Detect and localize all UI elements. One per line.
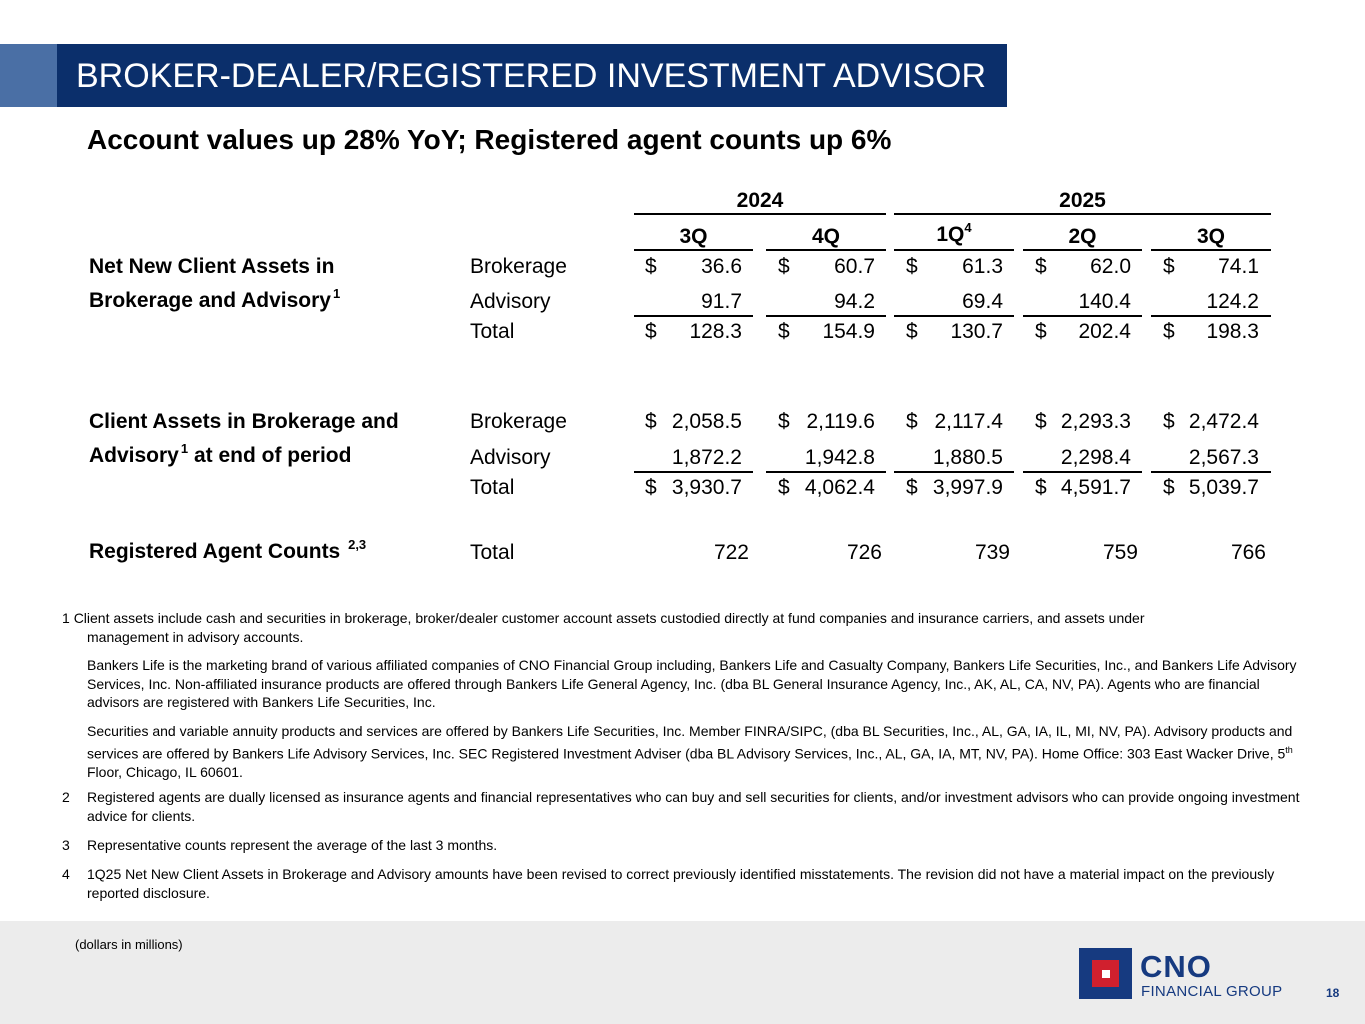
footnote-4: 4 1Q25 Net New Client Assets in Brokerage and Advisory amounts have been revised to correct previously identified misstatements. The revision did not have a material impact on the previously reported disclosure. xyxy=(62,866,1275,901)
table-cell: 2,298.4 xyxy=(1060,446,1131,469)
footnote-mark: 1 xyxy=(332,286,341,301)
quarter-underline xyxy=(1151,249,1271,251)
title-accent-block xyxy=(0,44,57,107)
year-underline-2025 xyxy=(894,213,1271,215)
footer xyxy=(0,921,1365,1024)
table-cell: $ 74.1 xyxy=(1163,255,1259,278)
table-cell: 124.2 xyxy=(1206,290,1259,313)
table-cell: $ 202.4 xyxy=(1035,320,1131,343)
subtotal-underline xyxy=(894,471,1014,473)
logo-subtext: FINANCIAL GROUP xyxy=(1141,983,1283,1000)
footnote-mark: 1 xyxy=(180,441,189,456)
units-note: (dollars in millions) xyxy=(75,937,183,952)
table-cell: $ 2,117.4 xyxy=(906,410,1003,433)
title-bar xyxy=(57,44,1007,107)
table-cell: $ 128.3 xyxy=(645,320,742,343)
subtotal-underline xyxy=(634,471,753,473)
quarter-underline xyxy=(894,249,1014,251)
table-cell: 766 xyxy=(1230,541,1266,564)
section-label-client-assets: Client Assets in Brokerage and xyxy=(89,410,399,433)
quarter-underline xyxy=(1023,249,1142,251)
subtotal-underline xyxy=(1151,471,1271,473)
table-cell: $ 3,930.7 xyxy=(645,476,742,499)
subtotal-underline xyxy=(766,315,886,317)
table-cell: $ 62.0 xyxy=(1035,255,1131,278)
section-label-net-new-line2: Brokerage and Advisory $^1$ xyxy=(89,286,341,312)
table-cell: 1,942.8 xyxy=(804,446,875,469)
footnote-1: 1 Client assets include cash and securities in brokerage, broker/dealer customer account assets custodied directly at fund companies and insurance carriers, and assets under management in advisory accounts. xyxy=(62,610,1145,645)
table-cell: $ 2,119.6 xyxy=(778,410,875,433)
page-number: 18 xyxy=(1326,986,1340,1000)
footnote-mark: 2,3 xyxy=(348,537,367,552)
table-cell: $ 61.3 xyxy=(906,255,1003,278)
row-label: Advisory xyxy=(470,446,551,469)
table-cell: $ 2,293.3 xyxy=(1035,410,1131,433)
table-cell: 1,880.5 xyxy=(932,446,1003,469)
footnote-bankers-life: Bankers Life is the marketing brand of various affiliated companies of CNO Financial Group including, Bankers Life and Casualty Company, Bankers Life Securities, Inc., and Bankers Life Advisory Services, Inc. Non-affiliated insurance products are offered through Bankers Life General Agency, Inc. (dba BL General Insurance Agency, Inc., AK, AL, CA, NV, PA). Agents who are financial advisors are registered with Bankers Life Securities, Inc. xyxy=(87,657,1297,710)
row-label: Total xyxy=(470,320,515,343)
page-title: BROKER-DEALER/REGISTERED INVESTMENT ADVISOR xyxy=(76,57,986,95)
quarter-footnote-mark: 4 xyxy=(964,220,972,235)
table-cell: $ 2,058.5 xyxy=(645,410,742,433)
section-label-agent-counts: Registered Agent Counts $^{2,3}$ xyxy=(89,537,367,563)
section-label-client-assets-line2: Advisory $^1$ at end of period xyxy=(89,441,352,467)
row-label: Brokerage xyxy=(470,410,567,433)
section-label-net-new: Net New Client Assets in xyxy=(89,255,335,278)
footnote-securities: Securities and variable annuity products and services are offered by Bankers Life Securities, Inc. Member FINRA/SIPC, (dba BL Securities, Inc., AL, GA, IA, IL, MI, NV, PA). Advisory products and services are offered by Bankers Life Advisory Services, Inc. SEC Registered Investment Adviser (dba BL Advisory Services, Inc., AL, GA, IA, MT, NV, PA). Home Office: 303 East Wacker Drive, 5th Floor, Chicago, IL 60601. xyxy=(87,723,1293,780)
year-underline-2024 xyxy=(634,213,886,215)
table-cell: $ 4,062.4 xyxy=(778,476,875,499)
table-cell: 726 xyxy=(846,541,882,564)
year-header-2024: 2024 xyxy=(736,189,784,212)
cno-logo-icon xyxy=(1079,948,1132,999)
subtotal-underline xyxy=(1023,471,1142,473)
logo-text: CNO xyxy=(1140,949,1212,984)
quarter-underline xyxy=(634,249,753,251)
quarter-header: $1Q^4$ xyxy=(936,220,972,246)
table-cell: 722 xyxy=(713,541,749,564)
page-subtitle: Account values up 28% YoY; Registered agent counts up 6% xyxy=(87,124,892,155)
subtotal-underline xyxy=(766,471,886,473)
table-cell: $ 2,472.4 xyxy=(1163,410,1259,433)
table-cell: $ 154.9 xyxy=(778,320,875,343)
table-cell: $ 198.3 xyxy=(1163,320,1259,343)
table-cell: $ 60.7 xyxy=(778,255,875,278)
table-cell: $ 5,039.7 xyxy=(1163,476,1259,499)
table-cell: $ 130.7 xyxy=(906,320,1003,343)
quarter-header: 2Q xyxy=(1068,225,1097,248)
table-cell: 759 xyxy=(1102,541,1138,564)
quarter-header: 3Q xyxy=(679,225,708,248)
subtotal-underline xyxy=(634,315,753,317)
row-label: Brokerage xyxy=(470,255,567,278)
row-label: Advisory xyxy=(470,290,551,313)
table-cell: 739 xyxy=(974,541,1010,564)
table-cell: $ 36.6 xyxy=(645,255,742,278)
subtotal-underline xyxy=(894,315,1014,317)
table-cell: $ 3,997.9 xyxy=(906,476,1003,499)
row-label: Total xyxy=(470,476,515,499)
table-cell: 69.4 xyxy=(962,290,1003,313)
footnote-2: 2 Registered agents are dually licensed as insurance agents and financial representatives who can buy and sell securities for clients, and/or investment advisors who can provide ongoing investment advice for clients. xyxy=(62,789,1300,824)
table-cell: 94.2 xyxy=(834,290,875,313)
year-header-2025: 2025 xyxy=(1059,189,1106,212)
subtotal-underline xyxy=(1023,315,1142,317)
row-label: Total xyxy=(470,541,515,564)
table-cell: 2,567.3 xyxy=(1188,446,1259,469)
table-cell: 140.4 xyxy=(1078,290,1131,313)
footnote-3: 3 Representative counts represent the average of the last 3 months. xyxy=(62,837,498,853)
quarter-underline xyxy=(766,249,886,251)
table-cell: 91.7 xyxy=(701,290,742,313)
table-cell: $ 4,591.7 xyxy=(1035,476,1131,499)
table-cell: 1,872.2 xyxy=(671,446,742,469)
quarter-header: 3Q xyxy=(1196,225,1225,248)
quarter-header: 4Q xyxy=(811,225,840,248)
subtotal-underline xyxy=(1151,315,1271,317)
